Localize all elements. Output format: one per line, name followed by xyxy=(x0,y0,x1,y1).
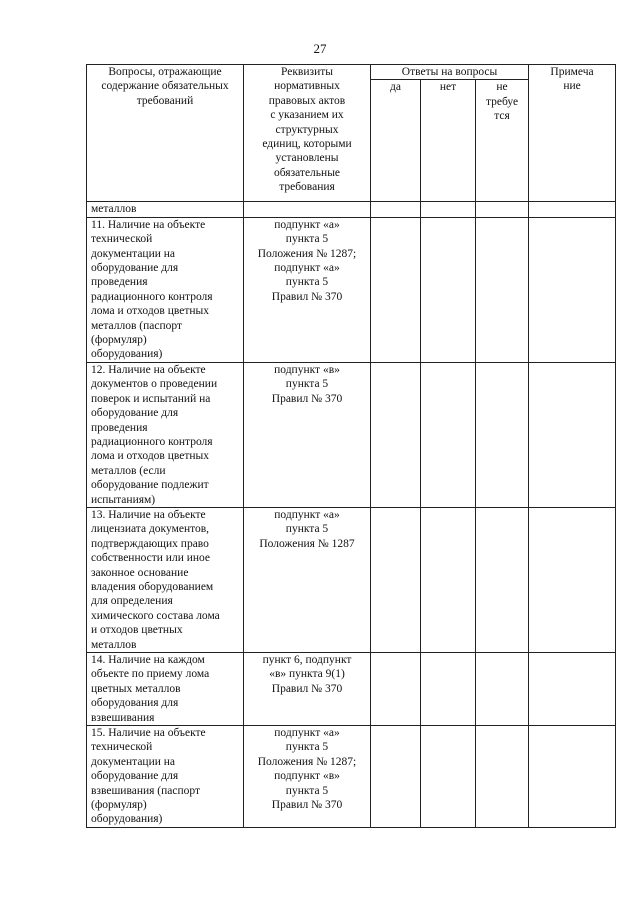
answer-yes-cell[interactable] xyxy=(371,507,421,652)
continuation-requisites xyxy=(244,202,371,217)
answer-no-cell[interactable] xyxy=(421,217,476,362)
header-row-1 xyxy=(87,65,616,80)
table-row xyxy=(87,362,616,507)
answer-no-cell[interactable] xyxy=(421,653,476,726)
page-number: 27 xyxy=(313,41,327,56)
answer-yes-cell[interactable] xyxy=(371,217,421,362)
checklist-table xyxy=(86,64,616,828)
table-row xyxy=(87,217,616,362)
requisites-cell: подпункт «а» пункта 5 Положения № 1287; подпункт «в» пункта 5 Правил № 370 xyxy=(244,726,371,828)
question-cell: 12. Наличие на объекте документов о проведении поверок и испытаний на оборудование для проведения радиационного контроля лома и отходов цветных металлов (если оборудование подлежит испытаниям) xyxy=(87,362,244,507)
question-cell: 13. Наличие на объекте лицензиата документов, подтверждающих право собственности или иное законное основание владения оборудованием для определения химического состава лома и отходов цветных металлов xyxy=(87,507,244,652)
answer-yes-cell[interactable] xyxy=(371,653,421,726)
note-cell[interactable] xyxy=(529,726,616,828)
header-questions: Вопросы, отражающие содержание обязательных требований xyxy=(87,65,244,202)
table-row xyxy=(87,507,616,652)
requisites-cell: подпункт «а» пункта 5 Положения № 1287; подпункт «а» пункта 5 Правил № 370 xyxy=(244,217,371,362)
header-no: нет xyxy=(421,80,476,202)
requisites-cell: подпункт «а» пункта 5 Положения № 1287 xyxy=(244,507,371,652)
requisites-cell: пункт 6, подпункт «в» пункта 9(1) Правил № 370 xyxy=(244,653,371,726)
answer-not-required-cell[interactable] xyxy=(476,653,529,726)
continuation-text: металлов xyxy=(87,202,244,217)
continuation-note xyxy=(529,202,616,217)
answer-no-cell[interactable] xyxy=(421,362,476,507)
continuation-row xyxy=(87,202,616,217)
continuation-not-required xyxy=(476,202,529,217)
header-requisites: Реквизиты нормативных правовых актов с указанием их структурных единиц, которыми установлены обязательные требования xyxy=(244,65,371,202)
requisites-cell: подпункт «в» пункта 5 Правил № 370 xyxy=(244,362,371,507)
continuation-no xyxy=(421,202,476,217)
header-answers: Ответы на вопросы xyxy=(371,65,529,80)
note-cell[interactable] xyxy=(529,653,616,726)
table-row xyxy=(87,726,616,828)
header-not-required: не требуе тся xyxy=(476,80,529,202)
answer-not-required-cell[interactable] xyxy=(476,217,529,362)
continuation-yes xyxy=(371,202,421,217)
answer-not-required-cell[interactable] xyxy=(476,362,529,507)
answer-not-required-cell[interactable] xyxy=(476,726,529,828)
answer-not-required-cell[interactable] xyxy=(476,507,529,652)
question-cell: 14. Наличие на каждом объекте по приему лома цветных металлов оборудования для взвешивания xyxy=(87,653,244,726)
answer-no-cell[interactable] xyxy=(421,507,476,652)
question-cell: 11. Наличие на объекте технической документации на оборудование для проведения радиационного контроля лома и отходов цветных металлов (паспорт (формуляр) оборудования) xyxy=(87,217,244,362)
answer-yes-cell[interactable] xyxy=(371,726,421,828)
table-row xyxy=(87,653,616,726)
answer-no-cell[interactable] xyxy=(421,726,476,828)
note-cell[interactable] xyxy=(529,507,616,652)
note-cell[interactable] xyxy=(529,362,616,507)
note-cell[interactable] xyxy=(529,217,616,362)
header-note: Примеча ние xyxy=(529,65,616,202)
answer-yes-cell[interactable] xyxy=(371,362,421,507)
question-cell: 15. Наличие на объекте технической документации на оборудование для взвешивания (паспорт (формуляр) оборудования) xyxy=(87,726,244,828)
header-yes: да xyxy=(371,80,421,202)
